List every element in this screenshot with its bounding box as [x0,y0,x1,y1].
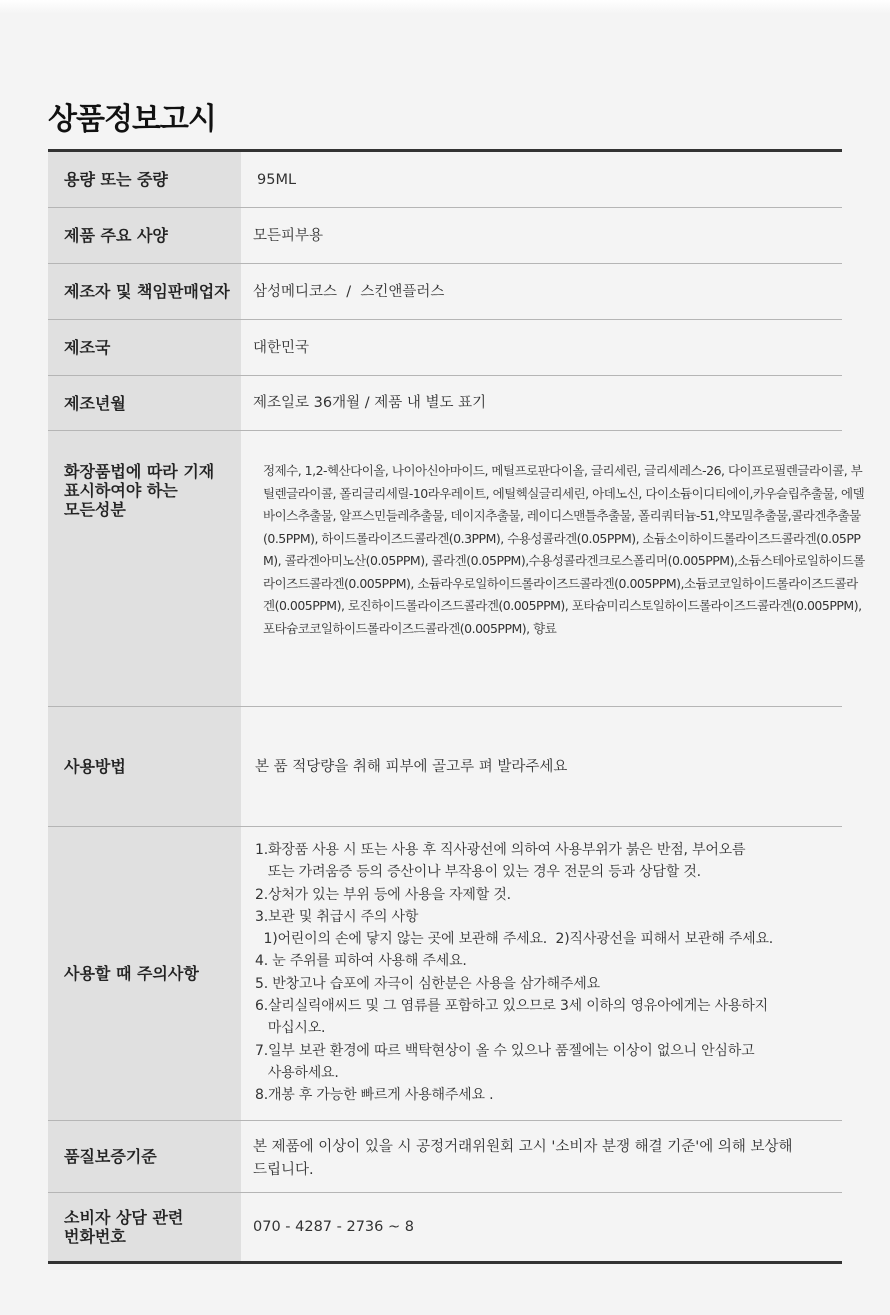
row-label: 화장품법에 따라 기재 표시하여야 하는 모든성분 [48,431,241,706]
top-edge [0,0,890,14]
row-usage [48,707,842,827]
row-value: 본 품 적당량을 취해 피부에 골고루 펴 발라주세요 [241,707,842,826]
row-value: 본 제품에 이상이 있을 시 공정거래위원회 고시 '소비자 분쟁 해결 기준'에 의해 보상해 드립니다. [241,1121,842,1192]
caution-line: 사용하세요. [255,1064,339,1081]
row-value: 모든피부용 [241,208,842,263]
caution-line: 2.상처가 있는 부위 등에 사용을 자제할 것. [255,886,511,903]
row-label: 제조년월 [48,376,241,430]
row-ingredients [48,431,865,707]
row-label: 품질보증기준 [48,1121,241,1192]
row-quality-standard [48,1121,842,1193]
row-consumer-contact [48,1193,842,1261]
phone-number: 070 - 4287 - 2736 ~ 8 [253,1219,414,1235]
caution-line: 또는 가려움증 등의 증산이나 부작용이 있는 경우 전문의 등과 상담할 것. [255,864,701,881]
row-manufacturer [48,264,842,320]
row-capacity [48,152,842,208]
caution-line: 7.일부 보관 환경에 따르 백탁현상이 올 수 있으나 품젤에는 이상이 없으니 안심하고 [255,1042,755,1059]
row-value: 대한민국 [241,320,842,375]
row-country [48,320,842,376]
caution-line: 1)어린이의 손에 닿지 않는 곳에 보관해 주세요. 2)직사광선을 피해서 보관해 주세요. [255,931,774,948]
row-value: 삼성메디코스 / 스킨앤플러스 [241,264,842,319]
caution-line: 4. 눈 주위를 피하여 사용해 주세요. [255,953,467,970]
row-label: 제품 주요 사양 [48,208,241,263]
caution-line: 5. 반창고나 습포에 자극이 심한분은 사용을 삼가해주세요 [255,975,600,992]
row-manufacture-date [48,376,842,431]
row-label: 사용방법 [48,707,241,826]
product-info-table [48,149,865,1264]
caution-line: 3.보관 및 취급시 주의 사항 [255,908,419,925]
caution-line: 8.개봉 후 가능한 빠르게 사용해주세요 . [255,1087,494,1104]
page-title: 상품정보고시 [48,102,216,137]
row-cautions [48,827,842,1121]
row-label: 제조국 [48,320,241,375]
row-value [241,431,865,706]
row-value: 95ML [241,152,842,207]
row-spec [48,208,842,264]
ingredients-text: 정제수, 1,2-헥산다이올, 나이아신아마이드, 메틸프로판다이올, 글리세린, 글리세레스-26, 다이프로필렌글라이콜, 부틸렌글라이콜, 폴리글리세릴-10라우레이트, 에틸헥실글리세린, 아데노신, 다이소듐이디티에이,카우슬립추출물, 에델바이스추출물, 알프스민들레추출물, 데이지추출물, 레이디스맨틀추출물, 폴리쿼터늄-51,약모밀추출물,콜라겐추출물(0.5PPM), 하이드롤라이즈드콜라겐(0.3PPM), 수용성콜라겐(0.05PPM), 소듐소이하이드롤라이즈드콜라겐(0.05PPM), 콜라겐아미노산(0.05PPM), 콜라겐(0.05PPM),수용성콜라겐크로스폴리머(0.005PPM),소듐스테아로일하이드롤라이즈드콜라겐(0.005PPM), 소듐라우로일하이드롤라이즈드콜라겐(0.005PPM),소듐코코일하이드롤라이즈드콜라겐(0.005PPM), 로진하이드롤라이즈드콜라겐(0.005PPM), 포타슘미리스토일하이드롤라이즈드콜라겐(0.005PPM), 포타슘코코일하이드롤라이즈드콜라겐(0.005PPM), 향료 [263,463,865,636]
row-value [241,1193,842,1261]
cautions-list [241,827,842,1120]
cautions-lines [255,839,773,1107]
row-label: 용량 또는 중량 [48,152,241,207]
caution-line: 1.화장품 사용 시 또는 사용 후 직사광선에 의하여 사용부위가 붉은 반점, 부어오름 [255,842,746,858]
caution-line: 마십시오. [255,1020,326,1037]
row-value: 제조일로 36개월 / 제품 내 별도 표기 [241,376,842,430]
row-label: 제조자 및 책임판매업자 [48,264,241,319]
caution-line: 6.살리실릭애씨드 및 그 염류를 포함하고 있으므로 3세 이하의 영유아에게는 사용하지 [255,998,768,1015]
row-label: 소비자 상담 관련 번화번호 [48,1193,241,1261]
row-label: 사용할 때 주의사항 [48,827,241,1120]
